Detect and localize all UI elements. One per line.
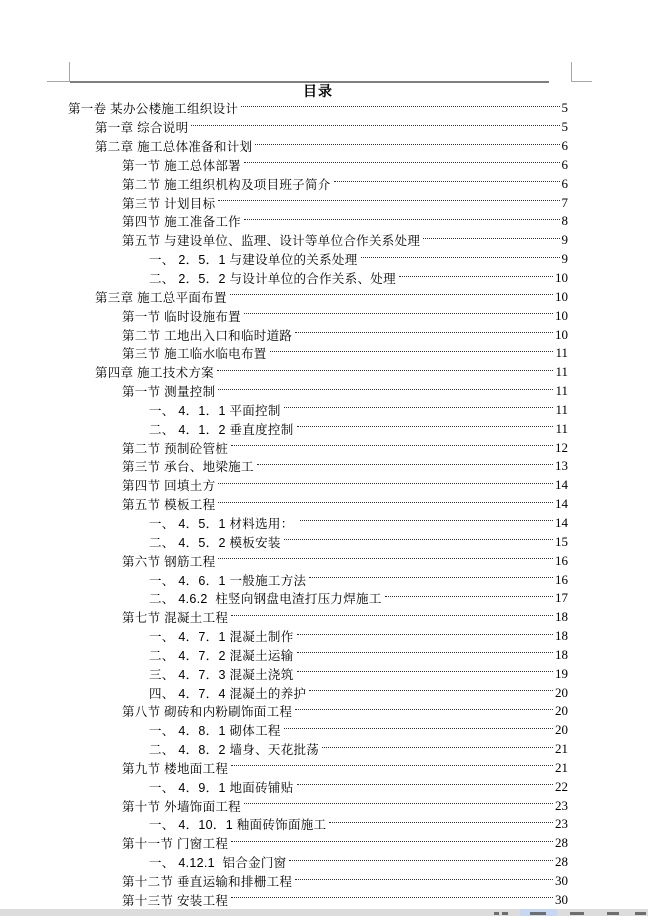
toc-entry[interactable] bbox=[68, 872, 568, 891]
toc-leader-dots bbox=[241, 106, 559, 107]
toc-entry-page: 28 bbox=[555, 854, 568, 870]
toc-entry[interactable] bbox=[68, 156, 568, 175]
toc-entry-label: 第三章 施工总平面布置 bbox=[95, 290, 227, 305]
toc-entry-page: 6 bbox=[561, 138, 568, 154]
toc-entry-page: 9 bbox=[561, 251, 568, 267]
toc-entry-label: 三、 4．7．3 混凝土浇筑 bbox=[149, 667, 294, 682]
toc-entry-label: 第四节 施工准备工作 bbox=[122, 215, 241, 230]
toc-entry-label: 二、 4．5．2 模板安装 bbox=[149, 535, 281, 550]
toc-entry-page: 23 bbox=[555, 816, 568, 832]
toc-entry[interactable] bbox=[68, 269, 568, 288]
toc-entry[interactable] bbox=[68, 815, 568, 834]
toc-entry[interactable] bbox=[68, 664, 568, 683]
toc-entry-page: 19 bbox=[555, 665, 568, 681]
toc-entry-label: 第三节 承台、地梁施工 bbox=[122, 460, 254, 475]
toc-entry-page: 6 bbox=[561, 156, 568, 172]
toc-entry-label: 二、 4．1．2 垂直度控制 bbox=[149, 422, 294, 437]
toc-leader-dots bbox=[295, 709, 553, 710]
toc-entry-page: 14 bbox=[555, 514, 568, 530]
toc-entry-page: 20 bbox=[555, 703, 568, 719]
toc-entry[interactable] bbox=[68, 174, 568, 193]
toc-entry-page: 8 bbox=[561, 213, 568, 229]
toc-entry-label: 第四节 回填土方 bbox=[122, 479, 216, 494]
toc-entry-page: 10 bbox=[555, 326, 568, 342]
toc-entry[interactable] bbox=[68, 401, 568, 420]
toc-entry[interactable] bbox=[68, 532, 568, 551]
toc-entry[interactable] bbox=[68, 250, 568, 269]
toc-entry[interactable] bbox=[68, 457, 568, 476]
toc-leader-dots bbox=[297, 784, 553, 785]
toc-entry-label: 第十节 外墙饰面工程 bbox=[122, 799, 241, 814]
toc-entry-label: 四、 4．7．4 混凝土的养护 bbox=[149, 686, 307, 701]
text-boundary-corner-right-horizontal bbox=[572, 81, 592, 82]
toc-entry-label: 二、 4．7．2 混凝土运输 bbox=[149, 648, 294, 663]
toc-entry-page: 14 bbox=[555, 477, 568, 493]
draft-view-icon[interactable] bbox=[635, 912, 646, 915]
toc-entry-page: 20 bbox=[555, 722, 568, 738]
page-title: 目录 bbox=[303, 83, 333, 99]
toc-leader-dots bbox=[218, 558, 553, 559]
toc-entry-page: 16 bbox=[555, 571, 568, 587]
toc-entry-page: 30 bbox=[555, 891, 568, 907]
toc-leader-dots bbox=[295, 879, 553, 880]
toc-entry-page: 7 bbox=[561, 194, 568, 210]
toc-entry-page: 11 bbox=[555, 383, 568, 399]
toc-leader-dots bbox=[295, 332, 553, 333]
toc-entry-label: 第八节 砌砖和内粉刷饰面工程 bbox=[122, 705, 293, 720]
toc-entry-page: 21 bbox=[555, 759, 568, 775]
toc-leader-dots bbox=[231, 445, 553, 446]
toc-entry[interactable] bbox=[68, 683, 568, 702]
toc-entry[interactable] bbox=[68, 759, 568, 778]
toc-leader-dots bbox=[230, 294, 553, 295]
toc-entry[interactable] bbox=[68, 306, 568, 325]
toc-leader-dots bbox=[284, 407, 554, 408]
toc-leader-dots bbox=[334, 181, 560, 182]
toc-entry-label: 一、 4．7．1 混凝土制作 bbox=[149, 630, 294, 645]
toc-entry-label: 二、 2．5．2 与设计单位的合作关系、处理 bbox=[149, 272, 396, 287]
print-layout-icon bbox=[530, 912, 546, 915]
toc-entry[interactable] bbox=[68, 382, 568, 401]
toc-entry[interactable] bbox=[68, 514, 568, 533]
toc-entry-page: 12 bbox=[555, 439, 568, 455]
print-layout-button[interactable] bbox=[520, 909, 557, 916]
toc-entry[interactable] bbox=[68, 476, 568, 495]
toc-entry-page: 10 bbox=[555, 288, 568, 304]
toc-entry-label: 第一卷 某办公楼施工组织设计 bbox=[68, 102, 239, 117]
toc-entry[interactable] bbox=[68, 645, 568, 664]
toc-leader-dots bbox=[218, 483, 553, 484]
toc-entry-page: 5 bbox=[561, 100, 568, 116]
toc-entry[interactable] bbox=[68, 796, 568, 815]
toc-entry-label: 第三节 计划目标 bbox=[122, 196, 216, 211]
toc-leader-dots bbox=[191, 125, 559, 126]
toc-entry[interactable] bbox=[68, 853, 568, 872]
toc-entry-label: 第七节 混凝土工程 bbox=[122, 611, 229, 626]
text-boundary-corner-left-vertical bbox=[69, 62, 70, 82]
toc-entry-label: 第十三节 安装工程 bbox=[122, 893, 229, 908]
toc-leader-dots bbox=[244, 162, 560, 163]
toc-entry-label: 一、 4．8．1 砌体工程 bbox=[149, 724, 281, 739]
toc-leader-dots bbox=[297, 634, 553, 635]
toc-entry[interactable] bbox=[68, 589, 568, 608]
toc-entry-label: 第九节 楼地面工程 bbox=[122, 761, 229, 776]
toc-entry-label: 第十二节 垂直运输和排栅工程 bbox=[122, 875, 293, 890]
toc-entry-label: 一、 4．10．1 釉面砖饰面施工 bbox=[149, 818, 327, 833]
toc-entry[interactable] bbox=[68, 325, 568, 344]
toc-entry-label: 一、 4．5．1 材料选用： bbox=[149, 516, 298, 531]
toc-entry[interactable] bbox=[68, 627, 568, 646]
toc-entry-label: 第二节 施工组织机构及项目班子简介 bbox=[122, 177, 331, 192]
toc-entry[interactable] bbox=[68, 118, 568, 137]
toc-entry[interactable] bbox=[68, 344, 568, 363]
toc-entry-label: 第二节 工地出入口和临时道路 bbox=[122, 328, 293, 343]
toc-entry[interactable] bbox=[68, 608, 568, 627]
toc-leader-dots bbox=[218, 502, 553, 503]
toc-leader-dots bbox=[244, 803, 553, 804]
toc-leader-dots bbox=[231, 765, 553, 766]
toc-leader-dots bbox=[289, 860, 553, 861]
toc-entry[interactable] bbox=[68, 702, 568, 721]
toc-leader-dots bbox=[218, 200, 559, 201]
toc-entry[interactable] bbox=[68, 212, 568, 231]
toc-entry-label: 第五节 与建设单位、监理、设计等单位合作关系处理 bbox=[122, 234, 421, 249]
toc-entry-label: 二、 4．8．2 墙身、天花批荡 bbox=[149, 743, 320, 758]
toc-entry-page: 10 bbox=[555, 270, 568, 286]
read-mode-icon[interactable] bbox=[502, 912, 508, 915]
toc-entry[interactable] bbox=[68, 551, 568, 570]
toc-leader-dots bbox=[297, 426, 554, 427]
toc-entry-label: 一、 4．1．1 平面控制 bbox=[149, 403, 281, 418]
text-boundary-corner-right-vertical bbox=[571, 62, 572, 82]
toc-leader-dots bbox=[297, 652, 553, 653]
toc-entry-page: 22 bbox=[555, 778, 568, 794]
toc-leader-dots bbox=[309, 577, 553, 578]
toc-entry-label: 二、 4.6.2 柱竖向钢盘电渣打压力焊施工 bbox=[149, 592, 382, 607]
toc-entry[interactable] bbox=[68, 721, 568, 740]
toc-entry-label: 第一节 临时设施布置 bbox=[122, 309, 241, 324]
toc-leader-dots bbox=[309, 690, 553, 691]
toc-entry[interactable] bbox=[68, 890, 568, 909]
toc-leader-dots bbox=[231, 897, 553, 898]
toc-entry-label: 第一节 测量控制 bbox=[122, 385, 216, 400]
toc-leader-dots bbox=[423, 238, 559, 239]
toc-entry-page: 9 bbox=[561, 232, 568, 248]
toc-entry-page: 17 bbox=[555, 590, 568, 606]
toc-entry-page: 13 bbox=[555, 458, 568, 474]
toc-entry[interactable] bbox=[68, 777, 568, 796]
toc-entry-label: 第二节 预制砼管桩 bbox=[122, 441, 229, 456]
toc-leader-dots bbox=[257, 464, 553, 465]
toc-entry-page: 20 bbox=[555, 684, 568, 700]
toc-leader-dots bbox=[385, 596, 553, 597]
toc-entry[interactable] bbox=[68, 363, 568, 382]
toc-leader-dots bbox=[270, 351, 554, 352]
toc-entry[interactable] bbox=[68, 438, 568, 457]
outline-view-icon[interactable] bbox=[607, 912, 619, 915]
toc-entry-page: 11 bbox=[555, 345, 568, 361]
toc-leader-dots bbox=[329, 822, 553, 823]
toc-leader-dots bbox=[399, 276, 553, 277]
text-boundary-corner-left-horizontal bbox=[47, 81, 69, 82]
toc-entry-label: 一、 4.12.1 铝合金门窗 bbox=[149, 856, 287, 871]
toc-entry-page: 5 bbox=[561, 119, 568, 135]
toc-entry[interactable] bbox=[68, 193, 568, 212]
toc-entry-page: 30 bbox=[555, 873, 568, 889]
toc-entry-page: 18 bbox=[555, 646, 568, 662]
toc-entry[interactable] bbox=[68, 740, 568, 759]
toc-entry-page: 16 bbox=[555, 552, 568, 568]
toc-entry-page: 11 bbox=[555, 401, 568, 417]
toc-entry-label: 第二章 施工总体准备和计划 bbox=[95, 140, 253, 155]
toc-entry-page: 6 bbox=[561, 175, 568, 191]
toc-entry-label: 第五节 模板工程 bbox=[122, 498, 216, 513]
toc-leader-dots bbox=[244, 313, 553, 314]
toc-leader-dots bbox=[297, 671, 553, 672]
toc-entry-page: 28 bbox=[555, 835, 568, 851]
toc-entry-label: 第十一节 门窗工程 bbox=[122, 837, 229, 852]
toc-entry-label: 一、 4．6．1 一般施工方法 bbox=[149, 573, 307, 588]
toc-leader-dots bbox=[231, 615, 553, 616]
toc-leader-dots bbox=[300, 520, 553, 521]
toc-entry-label: 一、 4．9．1 地面砖铺贴 bbox=[149, 780, 294, 795]
toc-leader-dots bbox=[244, 219, 560, 220]
toc-entry-page: 18 bbox=[555, 628, 568, 644]
toc-leader-dots bbox=[361, 257, 560, 258]
toc-entry[interactable] bbox=[68, 137, 568, 156]
toc-entry[interactable] bbox=[68, 834, 568, 853]
toc-entry-label: 一、 2．5．1 与建设单位的关系处理 bbox=[149, 253, 358, 268]
status-bar bbox=[0, 909, 648, 916]
web-layout-icon[interactable] bbox=[570, 912, 584, 915]
toc-entry-label: 第一章 综合说明 bbox=[95, 121, 189, 136]
toc-entry-page: 11 bbox=[555, 420, 568, 436]
toc-entry[interactable] bbox=[68, 570, 568, 589]
toc-leader-dots bbox=[284, 728, 553, 729]
toc-entry-page: 18 bbox=[555, 609, 568, 625]
toc-entry-page: 23 bbox=[555, 797, 568, 813]
toc-leader-dots bbox=[217, 370, 553, 371]
toc-entry[interactable] bbox=[68, 99, 568, 118]
status-bar-fragment bbox=[494, 912, 499, 915]
toc-leader-dots bbox=[231, 841, 553, 842]
toc-entry-label: 第三节 施工临水临电布置 bbox=[122, 347, 267, 362]
toc-leader-dots bbox=[218, 389, 553, 390]
toc-entry-page: 21 bbox=[555, 741, 568, 757]
toc-list bbox=[68, 99, 568, 909]
toc-leader-dots bbox=[284, 539, 553, 540]
toc-entry-page: 11 bbox=[555, 364, 568, 380]
toc-entry[interactable] bbox=[68, 287, 568, 306]
toc-entry[interactable] bbox=[68, 495, 568, 514]
toc-entry[interactable] bbox=[68, 231, 568, 250]
toc-entry-page: 15 bbox=[555, 533, 568, 549]
toc-entry-page: 10 bbox=[555, 307, 568, 323]
toc-entry-page: 14 bbox=[555, 496, 568, 512]
toc-entry-label: 第四章 施工技术方案 bbox=[95, 366, 214, 381]
toc-entry-label: 第一节 施工总体部署 bbox=[122, 158, 241, 173]
toc-entry[interactable] bbox=[68, 419, 568, 438]
toc-entry-label: 第六节 钢筋工程 bbox=[122, 554, 216, 569]
toc-leader-dots bbox=[322, 747, 553, 748]
toc-leader-dots bbox=[255, 144, 559, 145]
